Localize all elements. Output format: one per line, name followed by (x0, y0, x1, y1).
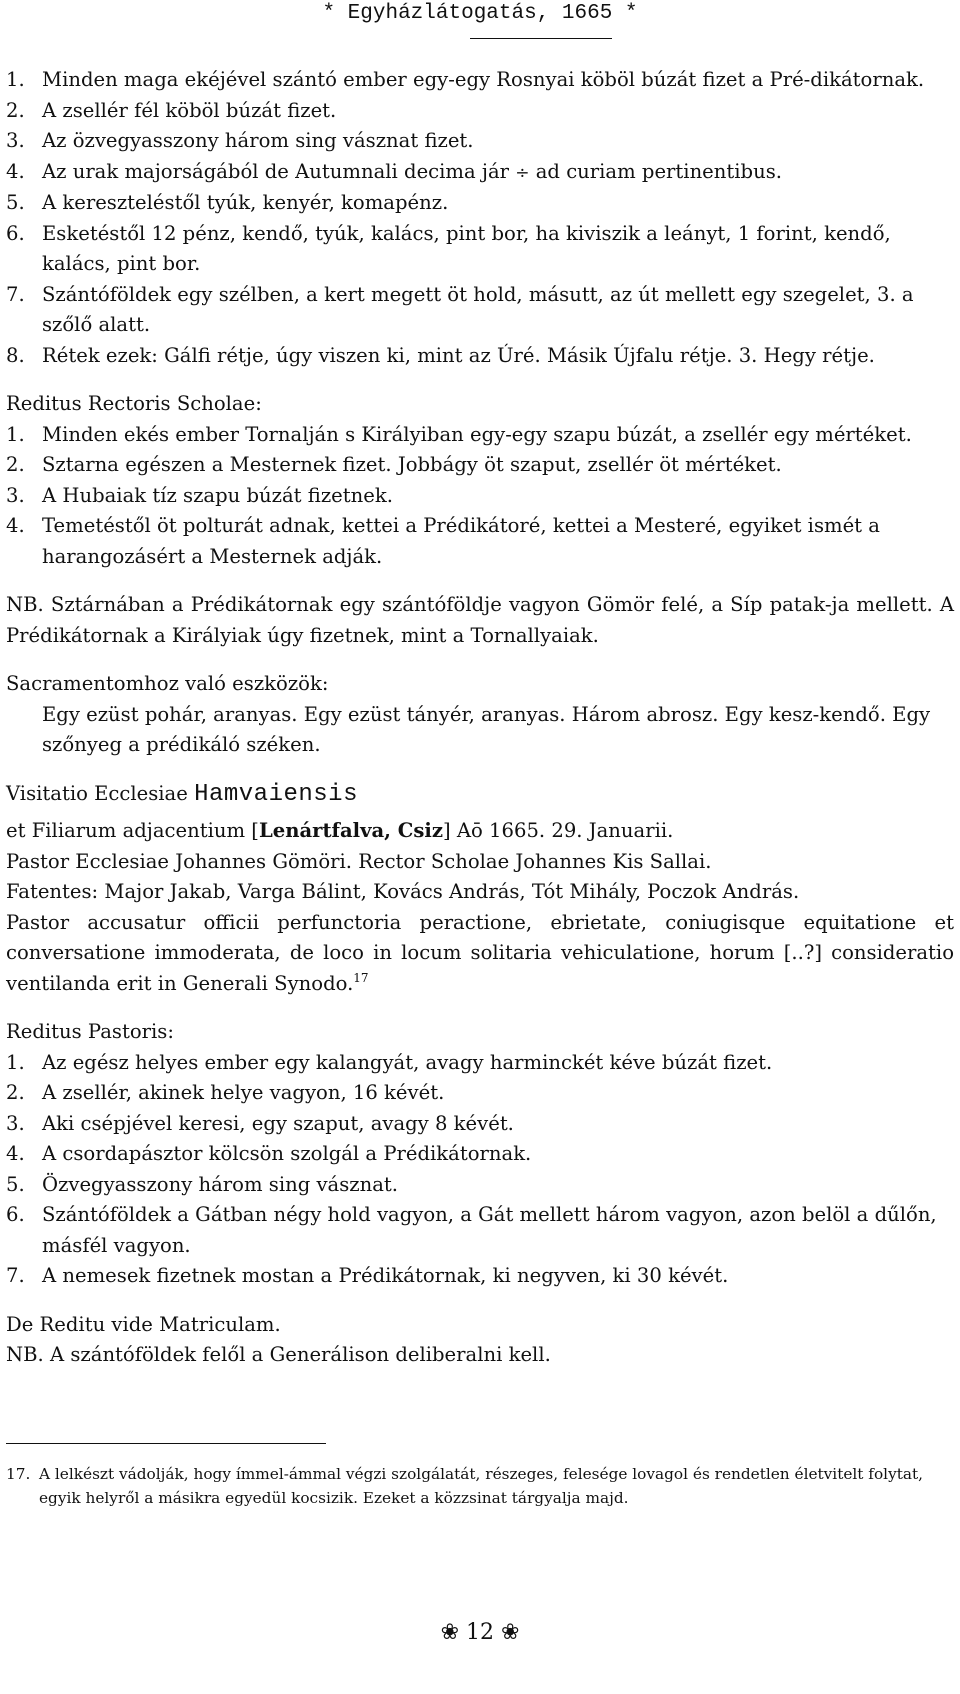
list-item (6, 1261, 954, 1292)
list-item (6, 157, 954, 189)
footnote-text: A lelkészt vádolják, hogy ímmel-ámmal végzi szolgálatát, részeges, felesége lovagol és rendetlen életvitelt folytat, egyik helyről a másikra egyedül kocsizik. Ezeket a közzsinat tárgyalja majd. (39, 1465, 923, 1507)
visitatio-text: et Filiarum adjacentium [ (6, 819, 259, 842)
closing-line: NB. A szántóföldek felől a Generálison deliberalni kell. (6, 1343, 551, 1366)
list-text: Az urak majorságából de Autumnali decima jár (42, 159, 510, 183)
visitatio-place: Hamvaiensis (194, 780, 358, 808)
running-header: * Egyházlátogatás, 1665 * (322, 2, 638, 25)
visitatio-villages: Lenártfalva, Csiz (258, 819, 443, 842)
list-item (6, 1139, 954, 1170)
footnote (6, 1462, 954, 1510)
list-text: A zsellér, akinek helye vagyon, 16 kévét. (42, 1081, 445, 1104)
list-number: 5. (6, 191, 25, 214)
list-number: 2. (6, 453, 25, 476)
list-item (6, 1200, 954, 1261)
division-sign-icon: ÷ (515, 162, 530, 183)
list-text: Sztarna egészen a Mesternek fizet. Jobbágy öt szaput, zsellér öt mértéket. (42, 453, 782, 476)
list-text: A nemesek fizetnek mostan a Prédikátornak, ki negyven, ki 30 kévét. (42, 1264, 729, 1287)
list-number: 7. (6, 1264, 25, 1287)
header-rule (470, 38, 612, 39)
list-item (6, 511, 954, 572)
list-text: Esketéstől 12 pénz, kendő, tyúk, kalács, pint bor, ha kiviszik a leányt, 1 forint, kendő, kalács, pint bor. (42, 221, 891, 275)
list-number: 6. (6, 1203, 25, 1226)
list-item (6, 450, 954, 481)
spacer (6, 572, 954, 590)
list-text: Temetéstől öt polturát adnak, kettei a Prédikátoré, kettei a Mesteré, egyiket ismét a harangozásért a Mesternek adják. (42, 514, 880, 568)
visitatio-date: ] Aō 1665. 29. Januarii. (443, 819, 674, 842)
list-item (6, 96, 954, 127)
footnote-number: 17. (6, 1465, 31, 1483)
list-item (6, 219, 954, 280)
list-number: 4. (6, 1142, 25, 1165)
list-text: Özvegyasszony három sing vásznat. (42, 1172, 399, 1196)
list-text: Szántóföldek a Gátban négy hold vagyon, a Gát mellett három vagyon, azon belöl a dűlőn, másfél vagyon. (42, 1203, 937, 1257)
footnote-reference[interactable]: 17 (353, 970, 369, 985)
list-text: ad curiam pertinentibus. (535, 159, 782, 183)
footnote-rule (6, 1443, 326, 1444)
list-number: 4. (6, 514, 25, 537)
page-number: 12 (466, 1620, 494, 1645)
spacer (6, 1292, 954, 1310)
list-text: A csordapásztor kölcsön szolgál a Prédikátornak. (42, 1142, 532, 1165)
visitatio-fatentes: Fatentes: Major Jakab, Varga Bálint, Kovács András, Tót Mihály, Poczok András. (6, 880, 800, 903)
list-item (6, 420, 954, 451)
list-text: A Hubaiak tíz szapu búzát fizetnek. (42, 483, 393, 507)
list-text: A zsellér fél köböl búzát fizet. (42, 98, 337, 122)
spacer (6, 651, 954, 669)
list-item (6, 1078, 954, 1109)
ornament-right-icon: ❀ (501, 1620, 520, 1645)
sacrament-text: Egy ezüst pohár, aranyas. Egy ezüst tányér, aranyas. Három abrosz. Egy kesz-kendő. Egy szőnyeg a prédikáló széken. (42, 702, 931, 756)
income-list-b (6, 420, 954, 573)
list-number: 1. (6, 1050, 25, 1074)
nb-paragraph: NB. Sztárnában a Prédikátornak egy szántóföldje vagyon Gömör felé, a Síp patak-ja mellett. A Prédikátornak a Királyiak úgy fizetnek, mint a Tornallyaiak. (6, 593, 954, 647)
list-number: 5. (6, 1172, 25, 1196)
list-number: 3. (6, 1111, 25, 1135)
pastor-heading: Reditus Pastoris: (6, 1020, 174, 1043)
closing-line: De Reditu vide Matriculam. (6, 1312, 281, 1336)
accusatur-text: Pastor accusatur officii perfunctoria peractione, ebrietate, coniugisque equitatione et conversatione immoderata, de loco in locum solitaria vehiculatione, horum [..?] consideratio ventilanda erit in Generali Synodo. (6, 910, 954, 995)
visitatio-title (6, 779, 954, 811)
spacer (6, 371, 954, 389)
list-item (6, 1170, 954, 1201)
list-number: 1. (6, 68, 25, 91)
income-list-a (6, 65, 954, 371)
list-text: Rétek ezek: Gálfi rétje, úgy viszen ki, mint az Úré. Másik Újfalu rétje. 3. Hegy rétje. (42, 343, 875, 367)
list-number: 3. (6, 483, 25, 507)
list-item (6, 126, 954, 157)
list-item (6, 188, 954, 219)
list-text: Az egész helyes ember egy kalangyát, avagy harminckét kéve búzát fizet. (42, 1050, 773, 1074)
list-number: 8. (6, 343, 25, 367)
visitatio-pastor: Pastor Ecclesiae Johannes Gömöri. Rector Scholae Johannes Kis Sallai. (6, 849, 712, 873)
rector-heading: Reditus Rectoris Scholae: (6, 392, 262, 415)
list-item (6, 65, 954, 96)
list-text: Aki csépjével keresi, egy szaput, avagy 8 kévét. (42, 1111, 514, 1135)
sacrament-heading: Sacramentomhoz való eszközök: (6, 672, 329, 695)
list-number: 3. (6, 129, 25, 152)
visitatio-accusatur (6, 908, 954, 1000)
ornament-left-icon: ❀ (440, 1620, 459, 1645)
spacer (6, 999, 954, 1017)
body-text (6, 65, 954, 1371)
visitatio-prefix: Visitatio Ecclesiae (6, 781, 188, 805)
page-number-block (0, 1618, 960, 1648)
list-text: Minden ekés ember Tornalján s Királyiban egy-egy szapu búzát, a zsellér egy mértéket. (42, 422, 912, 446)
list-text: Minden maga ekéjével szántó ember egy-egy Rosnyai köböl búzát fizet a Pré-dikátornak. (42, 68, 925, 91)
list-number: 4. (6, 159, 25, 183)
list-text: Szántóföldek egy szélben, a kert megett öt hold, másutt, az út mellett egy szegelet, 3. a szőlő alatt. (42, 282, 914, 336)
income-list-c (6, 1048, 954, 1292)
list-text: A kereszteléstől tyúk, kenyér, komapénz. (42, 191, 449, 214)
list-item (6, 280, 954, 341)
list-number: 2. (6, 1081, 25, 1104)
list-number: 2. (6, 98, 25, 122)
list-item (6, 1109, 954, 1140)
spacer (6, 761, 954, 779)
list-item (6, 341, 954, 372)
visitatio-line (6, 816, 954, 847)
list-number: 1. (6, 422, 25, 446)
list-text: Az özvegyasszony három sing vásznat fizet. (42, 129, 474, 152)
list-number: 7. (6, 282, 25, 306)
list-item (6, 1048, 954, 1079)
list-item (6, 481, 954, 512)
list-number: 6. (6, 221, 25, 245)
